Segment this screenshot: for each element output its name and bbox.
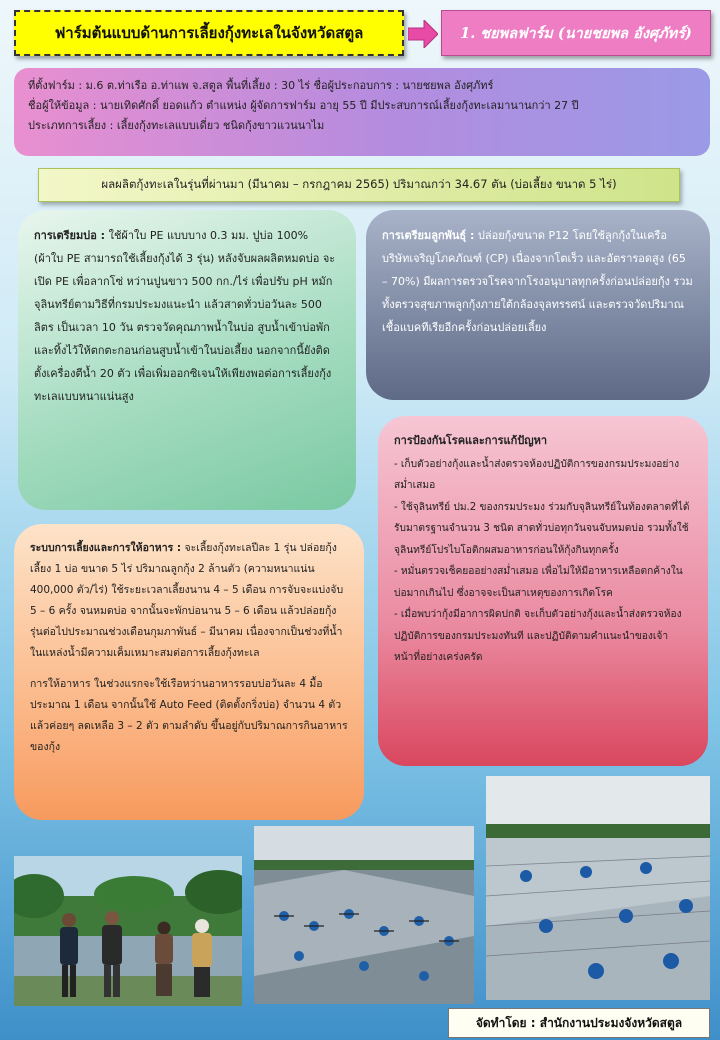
seed-preparation-heading: การเตรียมลูกพันธุ์ : [382, 229, 475, 242]
pond-preparation-card [18, 210, 356, 510]
disease-item: - เมื่อพบว่ากุ้งมีอาการผิดปกติ จะเก็บตัวอย่างกุ้งและน้ำส่งตรวจห้องปฏิบัติการของกรมประมงทันที และปฏิบัติตามคำแนะนำของเจ้าหน้าที่อย่างเคร่งครัด [394, 609, 682, 663]
farm-info-line-type: ประเภทการเลี้ยง : เลี้ยงกุ้งทะเลแบบเดี่ยว ชนิดกุ้งขาวแวนนาไม [28, 119, 325, 132]
disease-item: - เก็บตัวอย่างกุ้งและน้ำส่งตรวจห้องปฏิบัติการของกรมประมงอย่างสม่ำเสมอ [394, 458, 680, 491]
farm-info-panel [14, 68, 710, 156]
disease-item: - ใช้จุลินทรีย์ ปม.2 ของกรมประมง ร่วมกับจุลินทรีย์ในท้องตลาดที่ได้รับมาตรฐานจำนวน 3 ชนิด สาดทั่วบ่อทุกวันจนจับหมดบ่อ รวมทั้งใช้จุลินทรีย์โปรไบโอติกผสมอาหารก่อนให้กุ้งกินทุกครั้ง [394, 501, 690, 556]
pond-preparation-body: ใช้ผ้าใบ PE แบบบาง 0.3 มม. ปูบ่อ 100% (ผ้าใบ PE สามารถใช้เลี้ยงกุ้งได้ 3 รุ่น) หลังจับผลผลิตหมดบ่อ จะเปิด PE เพื่อลากโซ่ หว่านปูนขาว 500 กก./ไร่ เพื่อปรับ pH หมักจุลินทรีย์ตามวิธีที่กรมประมงแนะนำ แล้วสาดทั่วบ่อวันละ 500 ลิตร เป็นเวลา 10 วัน ตรวจวัดคุณภาพน้ำในบ่อ สูบน้ำเข้าบ่อพักและทิ้งไว้ให้ตกตะกอนก่อนสูบน้ำเข้าในบ่อเลี้ยง นอกจากนี้ยังติดตั้งเครื่องตีน้ำ 20 ตัว เพื่อเพิ่มออกซิเจนให้เพียงพอต่อการเลี้ยงกุ้งทะเลแบบหนาแน่นสูง [34, 229, 336, 403]
page-title [14, 10, 404, 56]
production-result-text: ผลผลิตกุ้งทะเลในรุ่นที่ผ่านมา (มีนาคม – กรกฎาคม 2565) ปริมาณกว่า 34.67 ตัน (บ่อเลี้ยง ขนาด 5 ไร่) [101, 177, 617, 191]
page-title-text: ฟาร์มต้นแบบด้านการเลี้ยงกุ้งทะเลในจังหวัดสตูล [54, 24, 364, 42]
farm-name-text: 1. ชยพลฟาร์ม (นายชยพล อังศุภัทร์) [460, 24, 692, 42]
feeding-method-body: การให้อาหาร ในช่วงแรกจะใช้เรือหว่านอาหารรอบบ่อวันละ 4 มื้อ ประมาณ 1 เดือน จากนั้นใช้ Auto Feed (ติดตั้งกริ่งบ่อ) จำนวน 4 ตัว แล้วค่อยๆ ลดเหลือ 3 – 2 ตัว ตามลำดับ ขึ้นอยู่กับปริมาณการกินอาหารของกุ้ง [30, 678, 348, 753]
farm-name-banner [441, 10, 711, 56]
arrow-right-icon [408, 20, 438, 48]
pond-preparation-heading: การเตรียมบ่อ : [34, 229, 106, 242]
disease-prevention-heading: การป้องกันโรคและการแก้ปัญหา [394, 434, 548, 447]
credit-label [448, 1008, 710, 1038]
credit-text: จัดทำโดย : สำนักงานประมงจังหวัดสตูล [475, 1015, 683, 1030]
seed-preparation-card [366, 210, 710, 400]
pond-aerator-photo [254, 826, 474, 1004]
staff-group-photo [14, 856, 242, 1006]
feeding-system-card [14, 524, 364, 820]
production-result-banner [38, 168, 680, 202]
farm-info-line-informant: ชื่อผู้ให้ข้อมูล : นายเทิดศักดิ์ ยอดแก้ว ตำแหน่ง ผู้จัดการฟาร์ม อายุ 55 ปี มีประสบการณ์เลี้ยงกุ้งทะเลมานานกว่า 27 ปี [28, 99, 579, 112]
pond-wide-photo [486, 776, 710, 1000]
feeding-system-heading: ระบบการเลี้ยงและการให้อาหาร : [30, 542, 182, 554]
feeding-system-body: จะเลี้ยงกุ้งทะเลปีละ 1 รุ่น ปล่อยกุ้งเลี้ยง 1 บ่อ ขนาด 5 ไร่ ปริมาณลูกกุ้ง 2 ล้านตัว (ความหนาแน่น 400,000 ตัว/ไร่) ใช้ระยะเวลาเลี้ยงนาน 4 – 5 เดือน การจับจะแบ่งจับ 5 – 6 ครั้ง จนหมดบ่อ จากนั้นจะพักบ่อนาน 5 – 6 เดือน แล้วปล่อยกุ้งรุ่นต่อไปประมาณช่วงเดือนกุมภาพันธ์ – มีนาคม เนื่องจากเป็นช่วงที่น้ำในแหล่งน้ำมีความเค็มเหมาะสมต่อการเลี้ยงกุ้งทะเล [30, 542, 344, 659]
seed-preparation-body: ปล่อยกุ้งขนาด P12 โดยใช้ลูกกุ้งในเครือบริษัทเจริญโภคภัณฑ์ (CP) เนื่องจากโตเร็ว และอัตรารอดสูง (65 – 70%) มีผลการตรวจโรคจากโรงอนุบาลทุกครั้งก่อนปล่อยกุ้ง รวมทั้งตรวจสุขภาพลูกกุ้งภายใต้กล้องจุลทรรศน์ และตรวจวัดปริมาณเชื้อแบคทีเรียอีกครั้งก่อนปล่อยเลี้ยง [382, 229, 693, 334]
disease-prevention-card [378, 416, 708, 766]
disease-item: - หมั่นตรวจเช็คยออย่างสม่ำเสมอ เพื่อไม่ให้มีอาหารเหลือตกค้างในบ่อมากเกินไป ซึ่งอาจจะเป็นสาเหตุของการเกิดโรค [394, 566, 683, 599]
farm-info-line-location: ที่ตั้งฟาร์ม : ม.6 ต.ท่าเรือ อ.ท่าแพ จ.สตูล พื้นที่เลี้ยง : 30 ไร่ ชื่อผู้ประกอบการ : นายชยพล อังศุภัทร์ [28, 79, 494, 92]
